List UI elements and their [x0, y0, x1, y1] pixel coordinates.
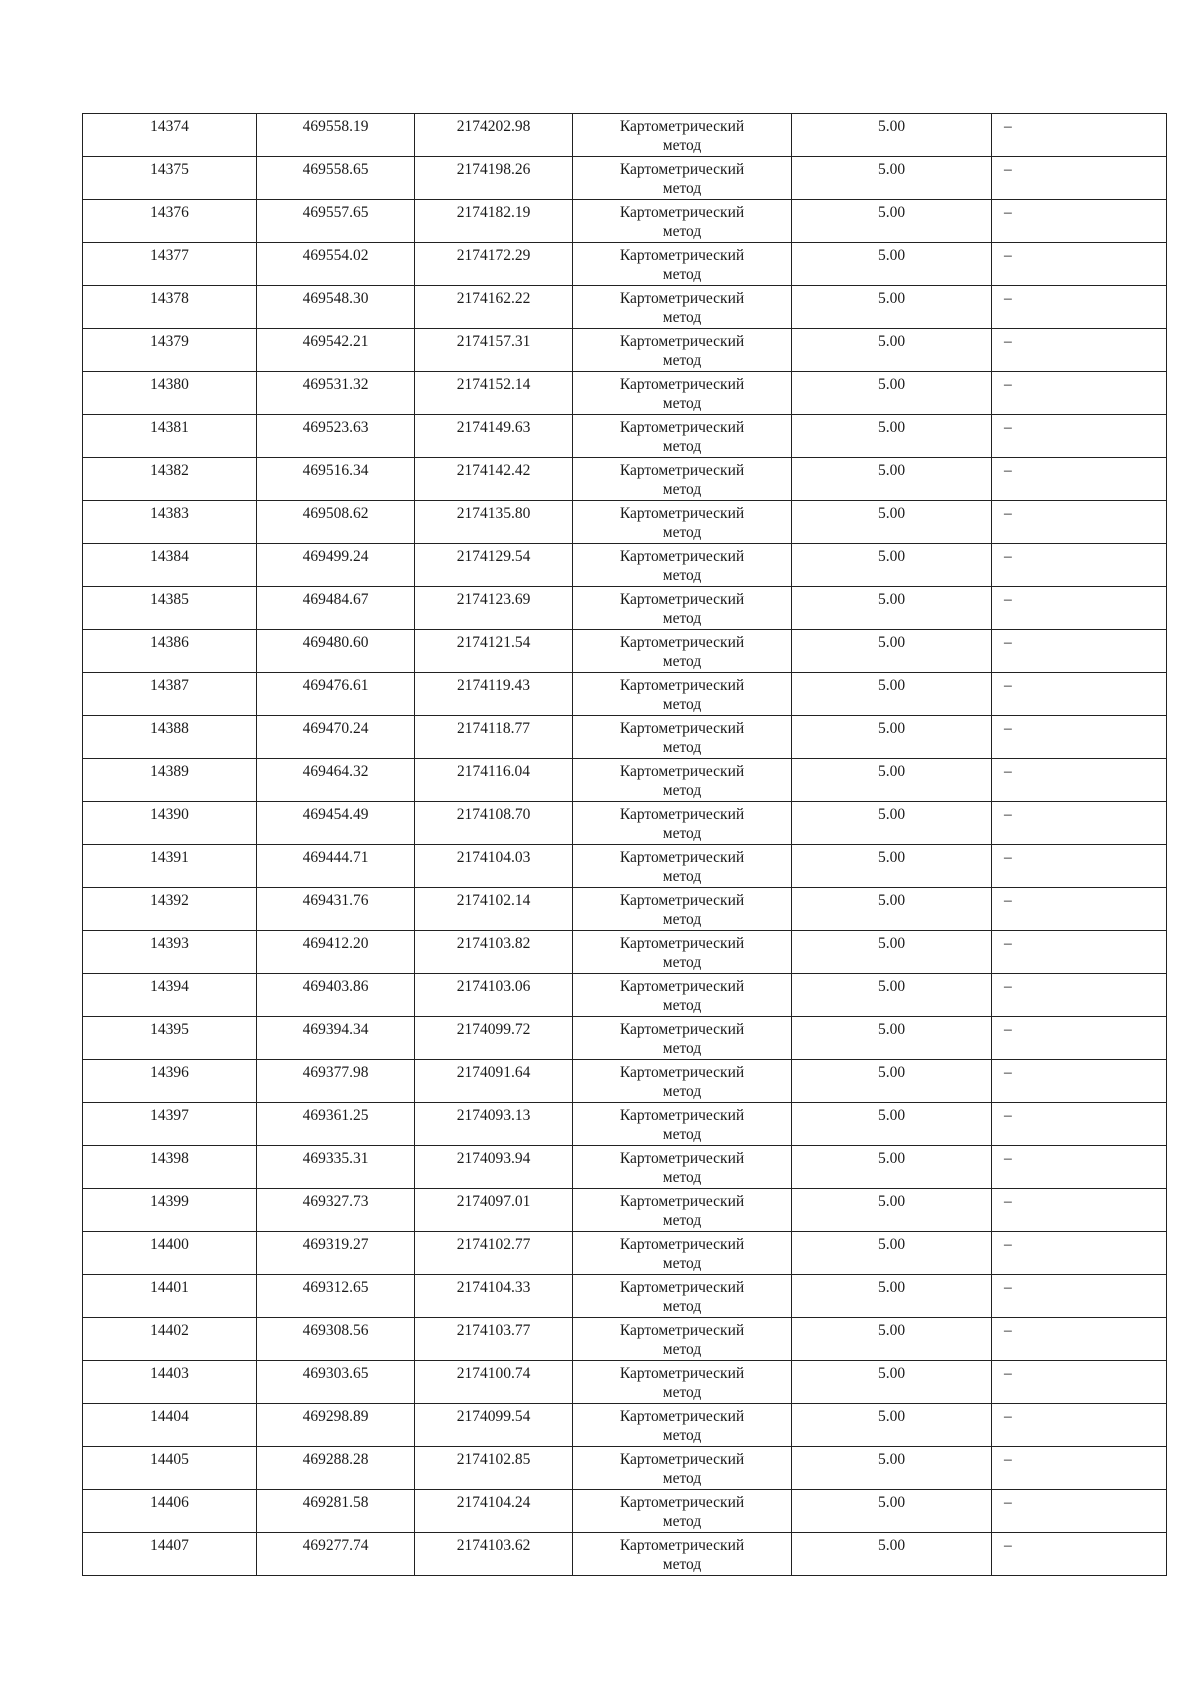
table-row [83, 1447, 1167, 1490]
accuracy-cell: 5.00 [792, 1318, 992, 1361]
x-coordinate-cell: 469308.56 [257, 1318, 415, 1361]
x-coordinate-cell: 469412.20 [257, 931, 415, 974]
method-text: Картометрический метод [619, 247, 745, 283]
method-text: Картометрический метод [619, 1193, 745, 1229]
x-coordinate-cell: 469480.60 [257, 630, 415, 673]
point-number-cell: 14387 [83, 673, 257, 716]
y-coordinate-cell: 2174149.63 [415, 415, 573, 458]
method-text: Картометрический метод [619, 1537, 745, 1573]
y-coordinate-cell: 2174135.80 [415, 501, 573, 544]
accuracy-cell: 5.00 [792, 1533, 992, 1576]
accuracy-cell: 5.00 [792, 845, 992, 888]
point-number-cell: 14383 [83, 501, 257, 544]
x-coordinate-cell: 469288.28 [257, 1447, 415, 1490]
note-cell: – [992, 200, 1167, 243]
y-coordinate-cell: 2174157.31 [415, 329, 573, 372]
y-coordinate-cell: 2174100.74 [415, 1361, 573, 1404]
point-number-cell: 14374 [83, 114, 257, 157]
note-cell: – [992, 415, 1167, 458]
point-number-cell: 14400 [83, 1232, 257, 1275]
accuracy-cell: 5.00 [792, 243, 992, 286]
method-text: Картометрический метод [619, 419, 745, 455]
y-coordinate-cell: 2174121.54 [415, 630, 573, 673]
accuracy-cell: 5.00 [792, 1103, 992, 1146]
method-text: Картометрический метод [619, 763, 745, 799]
method-cell [573, 716, 792, 759]
method-cell [573, 415, 792, 458]
point-number-cell: 14377 [83, 243, 257, 286]
accuracy-cell: 5.00 [792, 888, 992, 931]
table-row [83, 1060, 1167, 1103]
method-cell [573, 974, 792, 1017]
method-text: Картометрический метод [619, 333, 745, 369]
note-cell: – [992, 1017, 1167, 1060]
accuracy-cell: 5.00 [792, 759, 992, 802]
y-coordinate-cell: 2174104.24 [415, 1490, 573, 1533]
accuracy-cell: 5.00 [792, 415, 992, 458]
note-cell: – [992, 544, 1167, 587]
point-number-cell: 14388 [83, 716, 257, 759]
method-cell [573, 1318, 792, 1361]
y-coordinate-cell: 2174102.14 [415, 888, 573, 931]
table-row [83, 1318, 1167, 1361]
table-row [83, 1361, 1167, 1404]
point-number-cell: 14385 [83, 587, 257, 630]
method-text: Картометрический метод [619, 1064, 745, 1100]
accuracy-cell: 5.00 [792, 286, 992, 329]
y-coordinate-cell: 2174103.06 [415, 974, 573, 1017]
x-coordinate-cell: 469319.27 [257, 1232, 415, 1275]
accuracy-cell: 5.00 [792, 1060, 992, 1103]
y-coordinate-cell: 2174182.19 [415, 200, 573, 243]
accuracy-cell: 5.00 [792, 630, 992, 673]
point-number-cell: 14398 [83, 1146, 257, 1189]
x-coordinate-cell: 469523.63 [257, 415, 415, 458]
note-cell: – [992, 931, 1167, 974]
note-cell: – [992, 759, 1167, 802]
y-coordinate-cell: 2174097.01 [415, 1189, 573, 1232]
method-text: Картометрический метод [619, 290, 745, 326]
method-cell [573, 888, 792, 931]
table-row [83, 1275, 1167, 1318]
y-coordinate-cell: 2174102.77 [415, 1232, 573, 1275]
table-row [83, 200, 1167, 243]
method-text: Картометрический метод [619, 1365, 745, 1401]
table-row [83, 243, 1167, 286]
method-text: Картометрический метод [619, 978, 745, 1014]
x-coordinate-cell: 469531.32 [257, 372, 415, 415]
note-cell: – [992, 1275, 1167, 1318]
y-coordinate-cell: 2174198.26 [415, 157, 573, 200]
point-number-cell: 14376 [83, 200, 257, 243]
y-coordinate-cell: 2174104.33 [415, 1275, 573, 1318]
note-cell: – [992, 372, 1167, 415]
note-cell: – [992, 974, 1167, 1017]
method-text: Картометрический метод [619, 462, 745, 498]
note-cell: – [992, 845, 1167, 888]
accuracy-cell: 5.00 [792, 329, 992, 372]
accuracy-cell: 5.00 [792, 200, 992, 243]
table-row [83, 888, 1167, 931]
accuracy-cell: 5.00 [792, 544, 992, 587]
method-cell [573, 114, 792, 157]
x-coordinate-cell: 469554.02 [257, 243, 415, 286]
method-text: Картометрический метод [619, 1021, 745, 1057]
table-row [83, 1404, 1167, 1447]
method-cell [573, 630, 792, 673]
accuracy-cell: 5.00 [792, 114, 992, 157]
note-cell: – [992, 1060, 1167, 1103]
x-coordinate-cell: 469464.32 [257, 759, 415, 802]
point-number-cell: 14389 [83, 759, 257, 802]
table-row [83, 802, 1167, 845]
table-row [83, 1533, 1167, 1576]
method-text: Картометрический метод [619, 548, 745, 584]
y-coordinate-cell: 2174129.54 [415, 544, 573, 587]
accuracy-cell: 5.00 [792, 1404, 992, 1447]
note-cell: – [992, 1533, 1167, 1576]
note-cell: – [992, 802, 1167, 845]
table-row [83, 1189, 1167, 1232]
table-row [83, 974, 1167, 1017]
method-text: Картометрический метод [619, 505, 745, 541]
x-coordinate-cell: 469361.25 [257, 1103, 415, 1146]
x-coordinate-cell: 469508.62 [257, 501, 415, 544]
point-number-cell: 14395 [83, 1017, 257, 1060]
point-number-cell: 14393 [83, 931, 257, 974]
x-coordinate-cell: 469335.31 [257, 1146, 415, 1189]
note-cell: – [992, 716, 1167, 759]
accuracy-cell: 5.00 [792, 931, 992, 974]
table-row [83, 931, 1167, 974]
method-text: Картометрический метод [619, 591, 745, 627]
y-coordinate-cell: 2174103.82 [415, 931, 573, 974]
point-number-cell: 14392 [83, 888, 257, 931]
method-cell [573, 1447, 792, 1490]
method-cell [573, 1232, 792, 1275]
y-coordinate-cell: 2174099.72 [415, 1017, 573, 1060]
note-cell: – [992, 243, 1167, 286]
point-number-cell: 14386 [83, 630, 257, 673]
table-row [83, 759, 1167, 802]
method-text: Картометрический метод [619, 1494, 745, 1530]
note-cell: – [992, 458, 1167, 501]
point-number-cell: 14401 [83, 1275, 257, 1318]
table-row [83, 1490, 1167, 1533]
point-number-cell: 14399 [83, 1189, 257, 1232]
point-number-cell: 14378 [83, 286, 257, 329]
method-cell [573, 200, 792, 243]
y-coordinate-cell: 2174118.77 [415, 716, 573, 759]
y-coordinate-cell: 2174093.94 [415, 1146, 573, 1189]
method-text: Картометрический метод [619, 1150, 745, 1186]
note-cell: – [992, 1447, 1167, 1490]
table-row [83, 716, 1167, 759]
y-coordinate-cell: 2174099.54 [415, 1404, 573, 1447]
method-cell [573, 243, 792, 286]
point-number-cell: 14397 [83, 1103, 257, 1146]
point-number-cell: 14405 [83, 1447, 257, 1490]
table-row [83, 587, 1167, 630]
y-coordinate-cell: 2174116.04 [415, 759, 573, 802]
method-cell [573, 544, 792, 587]
coordinates-table-body [83, 114, 1167, 1576]
x-coordinate-cell: 469548.30 [257, 286, 415, 329]
x-coordinate-cell: 469499.24 [257, 544, 415, 587]
method-text: Картометрический метод [619, 376, 745, 412]
y-coordinate-cell: 2174152.14 [415, 372, 573, 415]
x-coordinate-cell: 469377.98 [257, 1060, 415, 1103]
x-coordinate-cell: 469312.65 [257, 1275, 415, 1318]
y-coordinate-cell: 2174202.98 [415, 114, 573, 157]
y-coordinate-cell: 2174172.29 [415, 243, 573, 286]
note-cell: – [992, 1189, 1167, 1232]
method-text: Картометрический метод [619, 677, 745, 713]
y-coordinate-cell: 2174104.03 [415, 845, 573, 888]
accuracy-cell: 5.00 [792, 802, 992, 845]
method-cell [573, 157, 792, 200]
method-cell [573, 1404, 792, 1447]
table-row [83, 1103, 1167, 1146]
x-coordinate-cell: 469557.65 [257, 200, 415, 243]
y-coordinate-cell: 2174142.42 [415, 458, 573, 501]
note-cell: – [992, 1232, 1167, 1275]
note-cell: – [992, 888, 1167, 931]
table-row [83, 630, 1167, 673]
x-coordinate-cell: 469277.74 [257, 1533, 415, 1576]
note-cell: – [992, 587, 1167, 630]
method-text: Картометрический метод [619, 1279, 745, 1315]
note-cell: – [992, 114, 1167, 157]
accuracy-cell: 5.00 [792, 458, 992, 501]
table-row [83, 458, 1167, 501]
x-coordinate-cell: 469516.34 [257, 458, 415, 501]
method-text: Картометрический метод [619, 892, 745, 928]
x-coordinate-cell: 469542.21 [257, 329, 415, 372]
x-coordinate-cell: 469298.89 [257, 1404, 415, 1447]
method-cell [573, 931, 792, 974]
accuracy-cell: 5.00 [792, 157, 992, 200]
point-number-cell: 14379 [83, 329, 257, 372]
method-text: Картометрический метод [619, 935, 745, 971]
note-cell: – [992, 501, 1167, 544]
x-coordinate-cell: 469403.86 [257, 974, 415, 1017]
point-number-cell: 14380 [83, 372, 257, 415]
point-number-cell: 14396 [83, 1060, 257, 1103]
accuracy-cell: 5.00 [792, 1189, 992, 1232]
method-text: Картометрический метод [619, 1408, 745, 1444]
x-coordinate-cell: 469476.61 [257, 673, 415, 716]
method-text: Картометрический метод [619, 118, 745, 154]
y-coordinate-cell: 2174091.64 [415, 1060, 573, 1103]
point-number-cell: 14406 [83, 1490, 257, 1533]
method-cell [573, 1017, 792, 1060]
x-coordinate-cell: 469558.65 [257, 157, 415, 200]
method-cell [573, 1189, 792, 1232]
table-row [83, 1232, 1167, 1275]
note-cell: – [992, 286, 1167, 329]
accuracy-cell: 5.00 [792, 1447, 992, 1490]
note-cell: – [992, 1404, 1167, 1447]
x-coordinate-cell: 469394.34 [257, 1017, 415, 1060]
point-number-cell: 14382 [83, 458, 257, 501]
method-cell [573, 1060, 792, 1103]
method-text: Картометрический метод [619, 1107, 745, 1143]
method-cell [573, 1533, 792, 1576]
method-cell [573, 587, 792, 630]
point-number-cell: 14390 [83, 802, 257, 845]
point-number-cell: 14375 [83, 157, 257, 200]
accuracy-cell: 5.00 [792, 587, 992, 630]
method-cell [573, 286, 792, 329]
y-coordinate-cell: 2174102.85 [415, 1447, 573, 1490]
note-cell: – [992, 1361, 1167, 1404]
table-row [83, 1146, 1167, 1189]
method-cell [573, 1146, 792, 1189]
method-cell [573, 458, 792, 501]
note-cell: – [992, 1146, 1167, 1189]
accuracy-cell: 5.00 [792, 1232, 992, 1275]
method-cell [573, 1103, 792, 1146]
point-number-cell: 14391 [83, 845, 257, 888]
table-row [83, 372, 1167, 415]
note-cell: – [992, 157, 1167, 200]
note-cell: – [992, 1103, 1167, 1146]
note-cell: – [992, 1318, 1167, 1361]
note-cell: – [992, 329, 1167, 372]
x-coordinate-cell: 469327.73 [257, 1189, 415, 1232]
y-coordinate-cell: 2174093.13 [415, 1103, 573, 1146]
point-number-cell: 14404 [83, 1404, 257, 1447]
accuracy-cell: 5.00 [792, 1490, 992, 1533]
y-coordinate-cell: 2174119.43 [415, 673, 573, 716]
method-cell [573, 501, 792, 544]
table-row [83, 157, 1167, 200]
table-row [83, 286, 1167, 329]
method-text: Картометрический метод [619, 1236, 745, 1272]
x-coordinate-cell: 469431.76 [257, 888, 415, 931]
y-coordinate-cell: 2174103.77 [415, 1318, 573, 1361]
accuracy-cell: 5.00 [792, 716, 992, 759]
method-text: Картометрический метод [619, 634, 745, 670]
note-cell: – [992, 1490, 1167, 1533]
accuracy-cell: 5.00 [792, 673, 992, 716]
method-text: Картометрический метод [619, 1322, 745, 1358]
y-coordinate-cell: 2174108.70 [415, 802, 573, 845]
accuracy-cell: 5.00 [792, 1275, 992, 1318]
method-text: Картометрический метод [619, 204, 745, 240]
method-text: Картометрический метод [619, 849, 745, 885]
table-row [83, 845, 1167, 888]
accuracy-cell: 5.00 [792, 1017, 992, 1060]
method-cell [573, 1490, 792, 1533]
method-cell [573, 802, 792, 845]
method-text: Картометрический метод [619, 1451, 745, 1487]
method-cell [573, 759, 792, 802]
x-coordinate-cell: 469484.67 [257, 587, 415, 630]
x-coordinate-cell: 469558.19 [257, 114, 415, 157]
point-number-cell: 14381 [83, 415, 257, 458]
point-number-cell: 14384 [83, 544, 257, 587]
method-cell [573, 673, 792, 716]
y-coordinate-cell: 2174123.69 [415, 587, 573, 630]
method-cell [573, 372, 792, 415]
accuracy-cell: 5.00 [792, 1146, 992, 1189]
accuracy-cell: 5.00 [792, 501, 992, 544]
table-row [83, 415, 1167, 458]
x-coordinate-cell: 469444.71 [257, 845, 415, 888]
table-row [83, 1017, 1167, 1060]
accuracy-cell: 5.00 [792, 372, 992, 415]
table-row [83, 544, 1167, 587]
point-number-cell: 14394 [83, 974, 257, 1017]
y-coordinate-cell: 2174103.62 [415, 1533, 573, 1576]
accuracy-cell: 5.00 [792, 1361, 992, 1404]
coordinates-table [82, 113, 1167, 1576]
x-coordinate-cell: 469303.65 [257, 1361, 415, 1404]
point-number-cell: 14402 [83, 1318, 257, 1361]
method-text: Картометрический метод [619, 720, 745, 756]
table-row [83, 114, 1167, 157]
y-coordinate-cell: 2174162.22 [415, 286, 573, 329]
method-cell [573, 845, 792, 888]
method-cell [573, 1361, 792, 1404]
method-cell [573, 1275, 792, 1318]
point-number-cell: 14403 [83, 1361, 257, 1404]
x-coordinate-cell: 469470.24 [257, 716, 415, 759]
method-text: Картометрический метод [619, 806, 745, 842]
table-row [83, 501, 1167, 544]
x-coordinate-cell: 469454.49 [257, 802, 415, 845]
accuracy-cell: 5.00 [792, 974, 992, 1017]
point-number-cell: 14407 [83, 1533, 257, 1576]
table-row [83, 673, 1167, 716]
table-row [83, 329, 1167, 372]
method-cell [573, 329, 792, 372]
note-cell: – [992, 673, 1167, 716]
method-text: Картометрический метод [619, 161, 745, 197]
note-cell: – [992, 630, 1167, 673]
x-coordinate-cell: 469281.58 [257, 1490, 415, 1533]
